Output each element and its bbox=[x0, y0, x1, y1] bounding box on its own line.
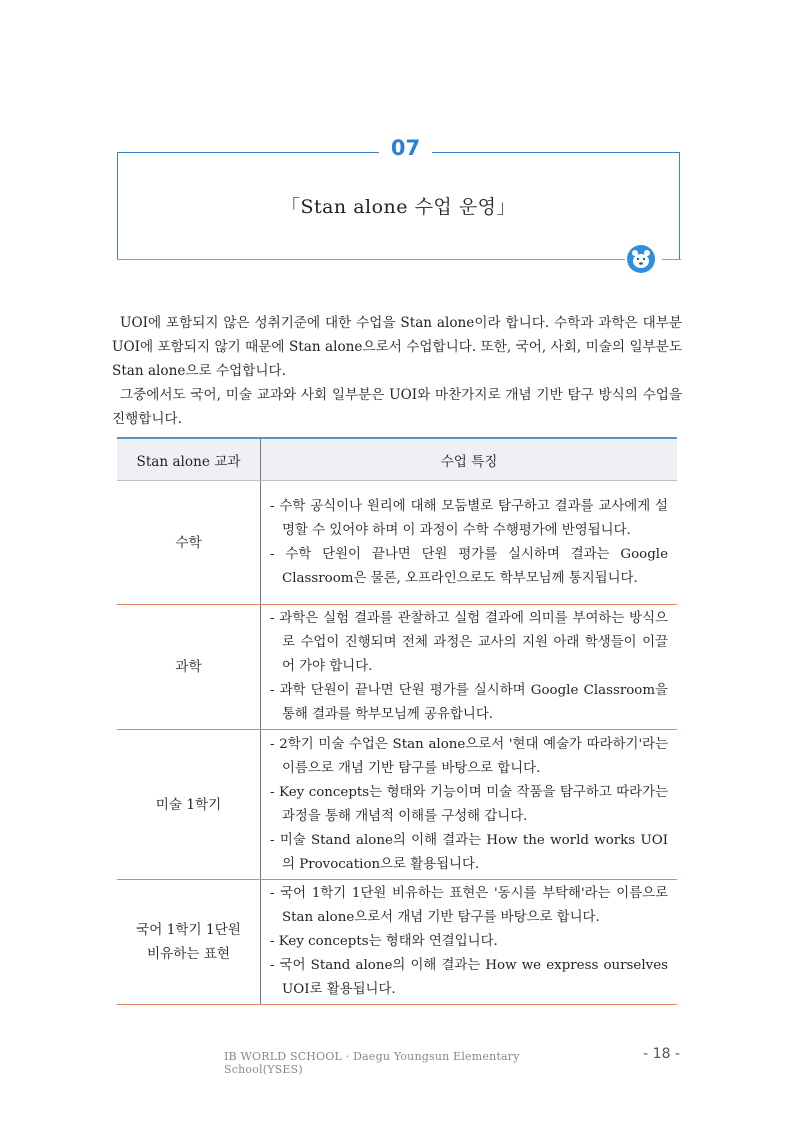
intro-paragraph-1: UOI에 포함되지 않은 성취기준에 대한 수업을 Stan alone이라 합니다. 수학과 과학은 대부분 UOI에 포함되지 않기 때문에 Stan alone으로서 수업합니다. 또한, 국어, 사회, 미술의 일부분도 Stan alone으로 수업합니다. bbox=[112, 315, 682, 379]
row-description bbox=[261, 880, 678, 1005]
table-row bbox=[117, 481, 677, 605]
section-title: 「Stan alone 수업 운영」 bbox=[280, 196, 517, 218]
row-subject: 미술 1학기 bbox=[117, 730, 261, 880]
bear-mascot-icon bbox=[626, 244, 656, 274]
header-border-bottom-right bbox=[662, 259, 681, 260]
list-item: - 수학 공식이나 원리에 대해 모둠별로 탐구하고 결과를 교사에게 설명할 수 있어야 하며 이 과정이 수학 수행평가에 반영됩니다. bbox=[270, 498, 668, 538]
stand-alone-table bbox=[117, 437, 677, 1005]
list-item: - Key concepts는 형태와 연결입니다. bbox=[270, 934, 498, 949]
list-item: - Key concepts는 형태와 기능이며 미술 작품을 탐구하고 따라가는 과정을 통해 개념적 이해를 구성해 갑니다. bbox=[270, 784, 668, 824]
list-item: - 국어 Stand alone의 이해 결과는 How we express ourselves UOI로 활용됩니다. bbox=[270, 958, 668, 997]
list-item: - 2학기 미술 수업은 Stan alone으로서 '현대 예술가 따라하기'라는 이름으로 개념 기반 탐구를 바탕으로 합니다. bbox=[270, 736, 668, 776]
page-number: - 18 - bbox=[643, 1046, 680, 1062]
header-features: 수업 특징 bbox=[261, 438, 678, 481]
list-item: - 국어 1학기 1단원 비유하는 표현은 '동시를 부탁해'라는 이름으로 Stan alone으로서 개념 기반 탐구를 바탕으로 합니다. bbox=[270, 886, 668, 925]
row-description bbox=[261, 605, 678, 730]
list-item: - 미술 Stand alone의 이해 결과는 How the world works UOI의 Provocation으로 활용됩니다. bbox=[270, 832, 668, 872]
header-subject: Stan alone 교과 bbox=[117, 438, 261, 481]
table-row bbox=[117, 730, 677, 880]
table-row bbox=[117, 880, 677, 1005]
table-header-row bbox=[117, 438, 677, 481]
header-border-bottom-left bbox=[117, 259, 625, 260]
table-row bbox=[117, 605, 677, 730]
row-subject: 국어 1학기 1단원 비유하는 표현 bbox=[117, 880, 261, 1005]
row-subject: 과학 bbox=[117, 605, 261, 730]
header-border-top-left bbox=[117, 152, 379, 153]
footer-text: IB WORLD SCHOOL · Daegu Youngsun Elementary School(YSES) bbox=[224, 1050, 520, 1076]
list-item: - 수학 단원이 끝나면 단원 평가를 실시하며 결과는 Google Classroom은 물론, 오프라인으로도 학부모님께 통지됩니다. bbox=[270, 546, 668, 586]
intro-text bbox=[112, 311, 682, 431]
row-description bbox=[261, 481, 678, 605]
section-number: 07 bbox=[390, 136, 421, 160]
list-item: - 과학 단원이 끝나면 단원 평가를 실시하며 Google Classroom을 통해 결과를 학부모님께 공유합니다. bbox=[270, 683, 668, 722]
list-item: - 과학은 실험 결과를 관찰하고 실험 결과에 의미를 부여하는 방식으로 수업이 진행되며 전체 과정은 교사의 지원 아래 학생들이 이끌어 가야 합니다. bbox=[270, 611, 668, 674]
header-border-top-right bbox=[432, 152, 680, 153]
intro-paragraph-2: 그중에서도 국어, 미술 교과와 사회 일부분은 UOI와 마찬가지로 개념 기반 탐구 방식의 수업을 진행합니다. bbox=[112, 387, 682, 427]
row-subject: 수학 bbox=[117, 481, 261, 605]
row-description bbox=[261, 730, 678, 880]
